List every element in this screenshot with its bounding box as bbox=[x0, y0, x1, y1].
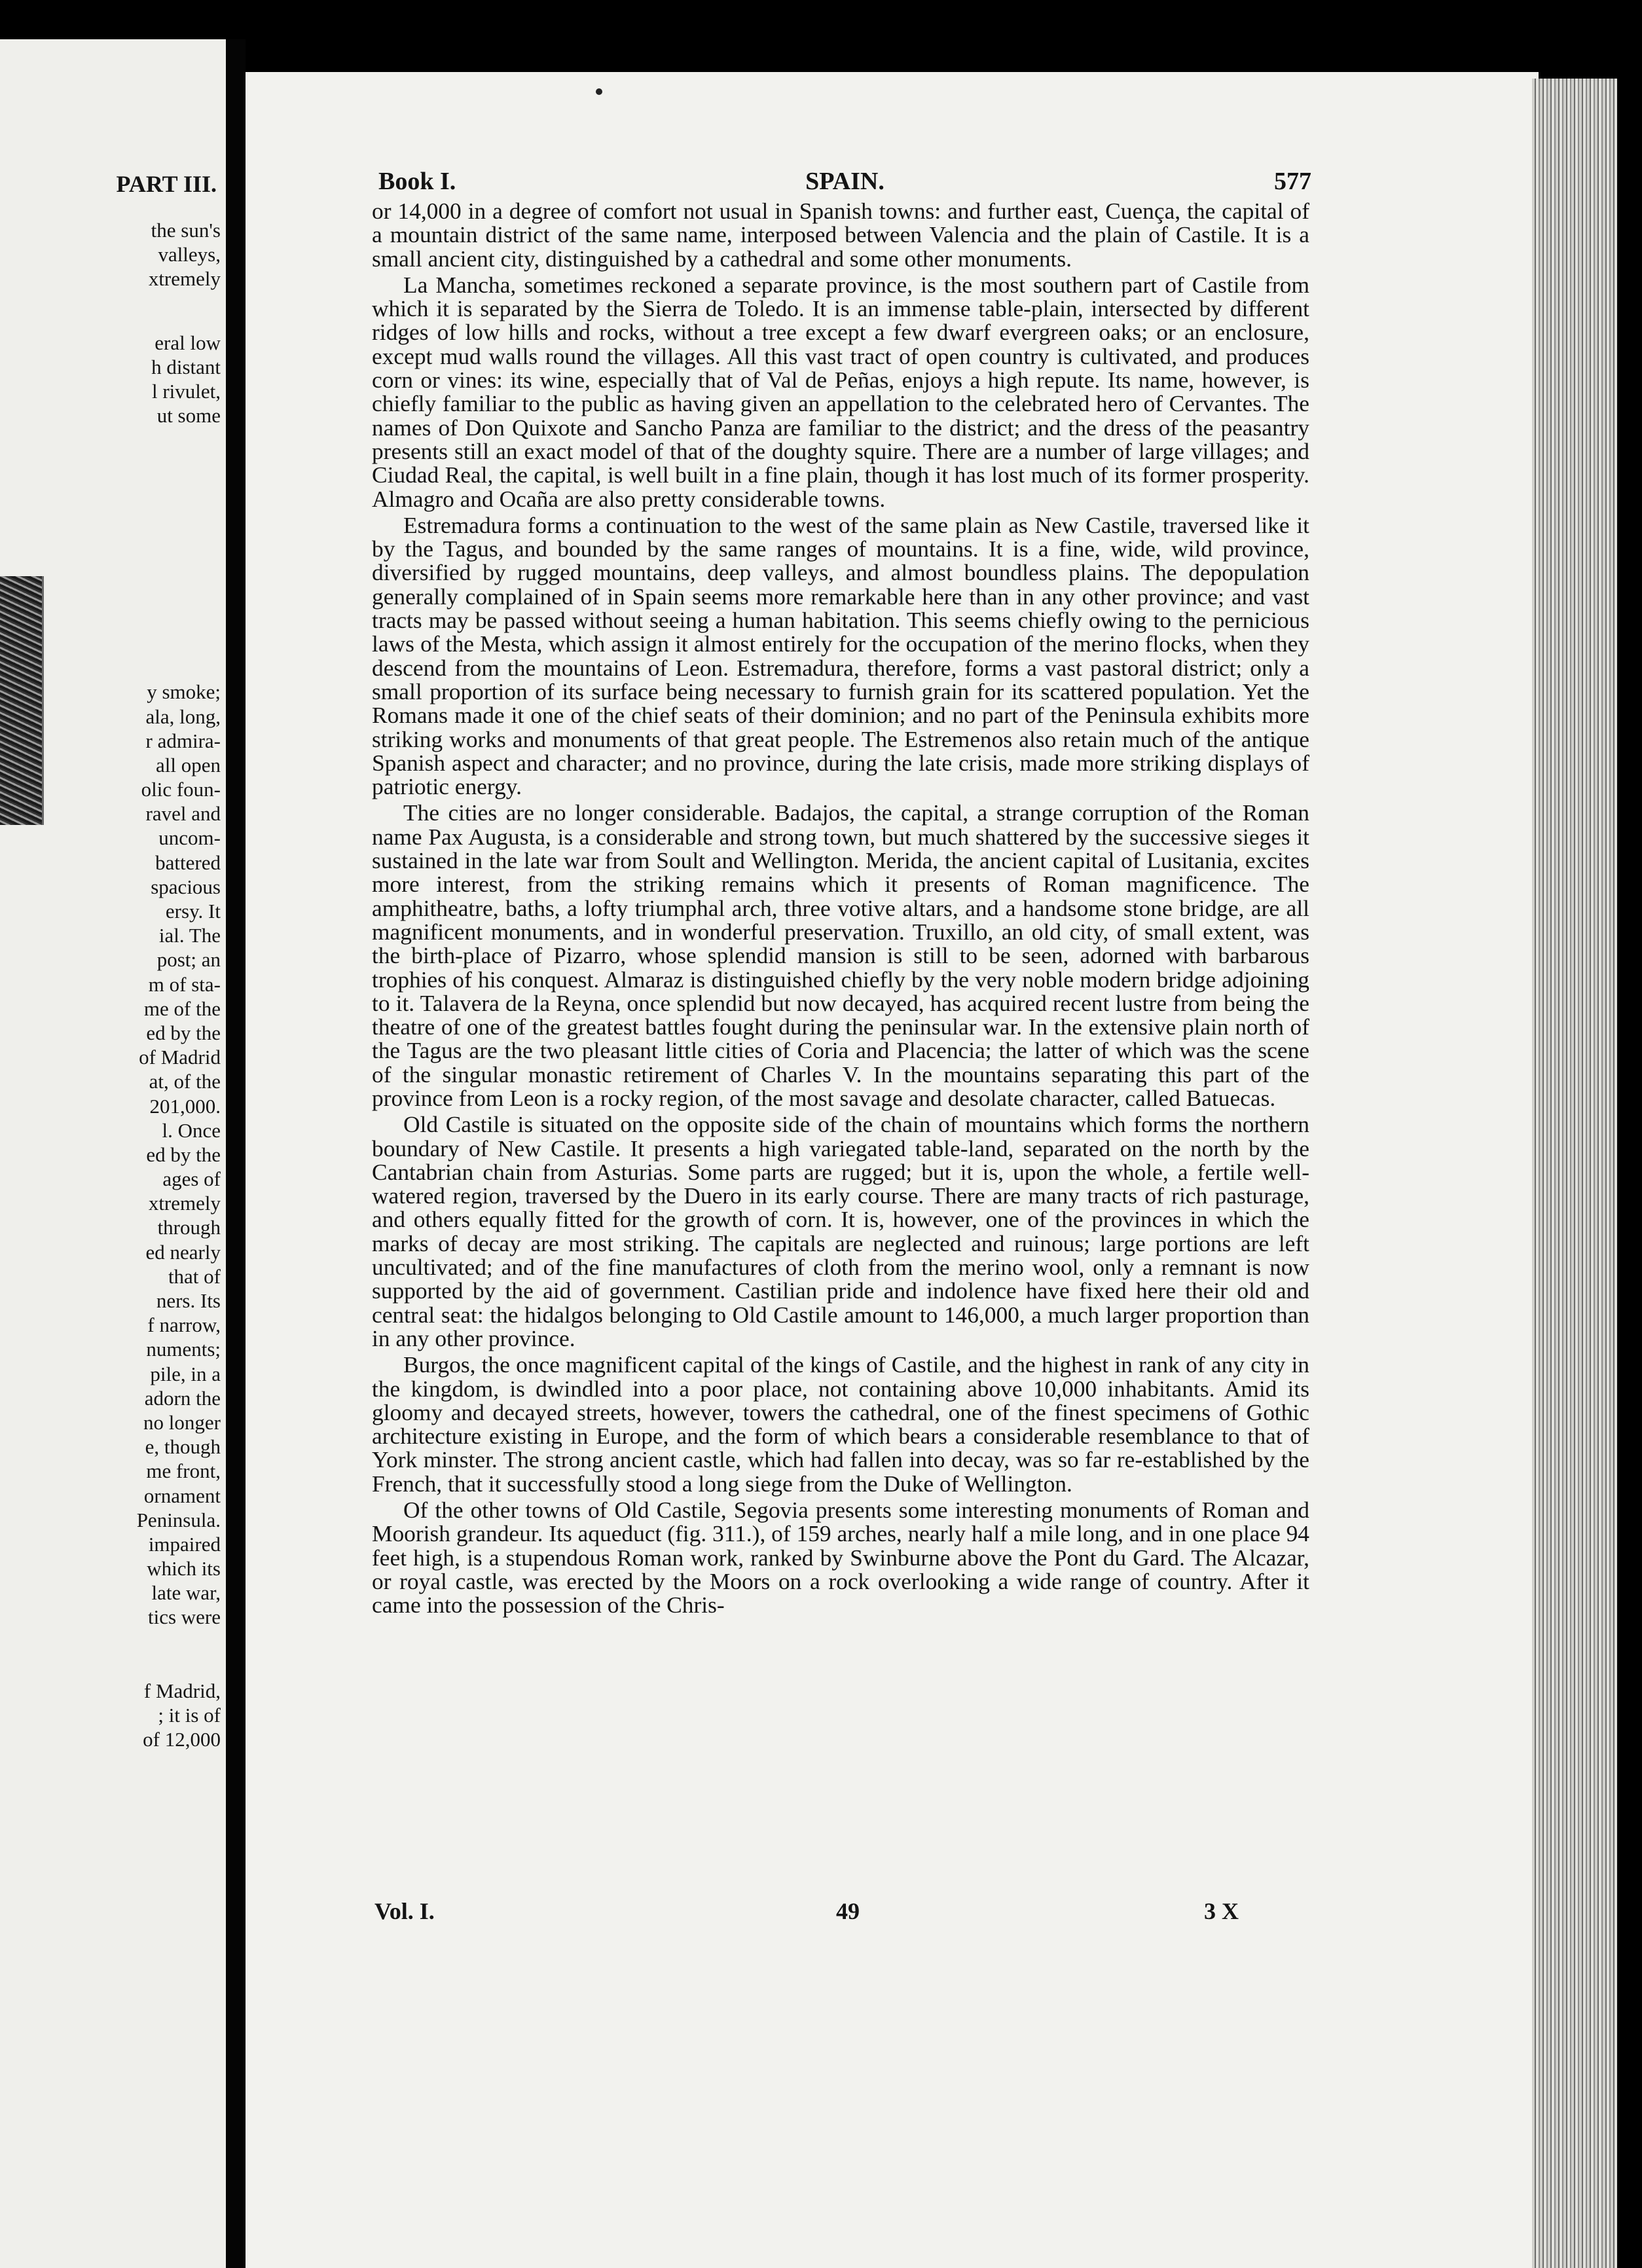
left-page-line: me front, bbox=[146, 1459, 221, 1483]
left-text-block-d bbox=[1, 1679, 221, 1752]
left-page-line: olic foun- bbox=[141, 778, 221, 801]
left-page-line: all open bbox=[156, 753, 221, 777]
left-page-line: the sun's bbox=[151, 219, 221, 242]
header-page-number: 577 bbox=[1274, 168, 1311, 195]
left-page-line: ravel and bbox=[145, 802, 221, 826]
left-page-line: ed by the bbox=[146, 1021, 221, 1044]
left-page-line: ed by the bbox=[146, 1143, 221, 1166]
left-page-line: through bbox=[157, 1216, 221, 1239]
left-page-line: ornament bbox=[143, 1484, 221, 1507]
left-page-line: f narrow, bbox=[147, 1313, 221, 1337]
left-page-line: battered bbox=[155, 850, 221, 874]
paragraph: Burgos, the once magnificent capital of the kings of Castile, and the highest in rank of any city in the kingdom, is dwindled into a poor place, not containing above 10,000 inhabitants. Amid its gloomy and decayed streets, however, towers the cathedral, one of the finest specimens of Gothic architecture existing in Europe, and the form of which bears a considerable resemblance to that of York minster. The strong ancient castle, which had fallen into decay, was so far re-established by the French, that it successfully stood a long siege from the Duke of Wellington. bbox=[372, 1351, 1309, 1497]
left-page-line: spacious bbox=[151, 875, 221, 898]
left-page-line: which its bbox=[147, 1557, 221, 1581]
left-page-line: ut some bbox=[156, 404, 221, 428]
left-page-line: ed nearly bbox=[145, 1240, 221, 1264]
paragraph: The cities are no longer considerable. Badajos, the capital, a strange corruption of the Roman name Pax Augusta, is a considerable and strong town, but much shattered by the successive sieges it sustained in the late war from Soult and Wellington. Merida, the ancient capital of Lusitania, excites more interest, from the striking remains which it presents of Roman magnificence. The amphitheatre, baths, a lofty triumphal arch, three votive altars, and a handsome stone bridge, are all magnificent monuments, and in wonderful preservation. Truxillo, an old city, of small extent, was the birth-place of Pizarro, whose splendid mansion is still to be seen, adorned with barbarous trophies of his conquest. Almaraz is distinguished chiefly by the very noble modern bridge adjoining to it. Talavera de la Reyna, once splendid but now decayed, has acquired recent lustre from being the theatre of one of the greatest battles fought during the peninsular war. In the extensive plain north of the Tagus are the two pleasant little cities of Coria and Placencia; the latter of which was the scene of the singular monastic retirement of Charles V. In the mountains separating this part of the province from Leon is a rocky region, of the most savage and desolate character, called Batuecas. bbox=[372, 799, 1309, 1111]
left-page-text bbox=[1, 171, 221, 1751]
left-page-line: xtremely bbox=[148, 1192, 221, 1215]
left-text-block-c bbox=[1, 680, 221, 1629]
left-page-line: adorn the bbox=[144, 1386, 221, 1410]
header-book: Book I. bbox=[378, 168, 456, 195]
left-page-line: e, though bbox=[145, 1435, 221, 1459]
page-edges bbox=[1532, 79, 1617, 2268]
left-page-line: of 12,000 bbox=[143, 1728, 221, 1751]
page-footer bbox=[374, 1897, 1239, 1930]
paragraph: La Mancha, sometimes reckoned a separate province, is the most southern part of Castile from which it is separated by the Sierra de Toledo. It is an immense table-plain, intersected by different ridges of low hills and rocks, without a tree except a few dwarf evergreen oaks; or an enclosure, except mud walls round the villages. All this vast tract of open country is cultivated, and produces corn or vines: its wine, especially that of Val de Peñas, enjoys a high repute. Its name, however, is chiefly familiar to the public as having given an appellation to the celebrated hero of Cervantes. The names of Don Quixote and Sancho Panza are familiar to the district; and the dress of the peasantry presents still an exact model of that of the doughty squire. There are a number of large villages; and Ciudad Real, the capital, is well built in a fine plain, though it has lost much of its former prosperity. Almagro and Ocaña are also pretty considerable towns. bbox=[372, 271, 1309, 512]
left-page-line: numents; bbox=[146, 1338, 221, 1361]
body-text bbox=[372, 199, 1309, 1620]
left-page-line: 201,000. bbox=[149, 1094, 221, 1118]
left-page-line: y smoke; bbox=[147, 680, 221, 704]
left-text-block-b bbox=[1, 331, 221, 428]
left-page-line: pile, in a bbox=[150, 1362, 221, 1385]
footer-volume: Vol. I. bbox=[374, 1898, 435, 1924]
footer-number: 49 bbox=[836, 1898, 860, 1924]
left-page-line: valleys, bbox=[158, 243, 221, 266]
left-page-line: ages of bbox=[162, 1167, 221, 1191]
paragraph: or 14,000 in a degree of comfort not usual in Spanish towns: and further east, Cuença, the capital of a mountain district of the same name, interposed between Valencia and the plain of Castile. It is a small ancient city, distinguished by a cathedral and some other monuments. bbox=[372, 198, 1309, 272]
left-page-line: that of bbox=[168, 1264, 221, 1288]
left-page-line: late war, bbox=[151, 1581, 221, 1605]
left-page-line: ners. Its bbox=[156, 1289, 221, 1312]
left-page-line: l rivulet, bbox=[151, 379, 221, 403]
running-header bbox=[378, 167, 1311, 200]
left-page-line: m of sta- bbox=[148, 972, 221, 996]
book-gutter bbox=[226, 39, 246, 2268]
left-page-line: Peninsula. bbox=[136, 1508, 221, 1531]
left-page-line: l. Once bbox=[162, 1118, 221, 1142]
left-page-line: at, of the bbox=[149, 1070, 221, 1093]
footer-signature: 3 X bbox=[1204, 1898, 1239, 1924]
left-page-line: eral low bbox=[155, 331, 221, 354]
paragraph: Old Castile is situated on the opposite side of the chain of mountains which forms the northern boundary of New Castile. It presents a high variegated table-land, separated on the north by the Cantabrian chain from Asturias. Some parts are rugged; but it is, upon the whole, a fertile well-watered region, traversed by the Duero in its early course. There are many tracts of rich pasturage, and others equally fitted for the growth of corn. It is, however, one of the provinces in which the marks of decay are most striking. The capitals are neglected and ruinous; large portions are left uncultivated; and of the fine manufactures of cloth from the merino wool, only a remnant is now supported by the aid of government. Castilian pride and indolence have fixed here their old and central seat: the hidalgos belonging to Old Castile amount to 146,000, a much larger proportion than in any other province. bbox=[372, 1111, 1309, 1351]
ink-dot bbox=[596, 88, 602, 95]
left-page-line: me of the bbox=[143, 997, 221, 1020]
left-page-line: ala, long, bbox=[145, 704, 221, 728]
header-title: SPAIN. bbox=[805, 168, 885, 195]
left-page-line: r admira- bbox=[145, 729, 221, 752]
left-page-line: ; it is of bbox=[158, 1703, 221, 1727]
paragraph: Of the other towns of Old Castile, Segovia presents some interesting monuments of Roman and Moorish grandeur. Its aqueduct (fig. 311.), of 159 arches, nearly half a mile long, and in one place 94 feet high, is a stupendous Roman work, ranked by Swinburne above the Pont du Gard. The Alcazar, or royal castle, was erected by the Moors on a rock overlooking a wide range of country. After it came into the possession of the Chris- bbox=[372, 1497, 1309, 1619]
left-page-line: ial. The bbox=[158, 924, 221, 947]
paragraph: Estremadura forms a continuation to the west of the same plain as New Castile, traversed like it by the Tagus, and bounded by the same ranges of mountains. It is a fine, wide, wild province, diversified by rugged mountains, deep valleys, and almost boundless plains. The depopulation generally complained of in Spain seems more remarkable here than in any other province; and vast tracts may be passed without seeing a human habitation. This seems chiefly owing to the pernicious laws of the Mesta, which assign it almost entirely for the occupation of the merino flocks, when they descend from the mountains of Leon. Estremadura, therefore, forms a vast pastoral district; only a small proportion of its surface being necessary to furnish grain for its scattered population. Yet the Romans made it one of the chief seats of their dominion; and no part of the Peninsula exhibits more striking works and monuments of that great people. The Estremenos also retain much of the antique Spanish aspect and character; and no province, during the late crisis, made more striking displays of patriotic energy. bbox=[372, 511, 1309, 800]
left-page-line: ersy. It bbox=[165, 900, 221, 923]
left-page-line: uncom- bbox=[158, 826, 221, 850]
left-page-line: xtremely bbox=[148, 267, 221, 291]
left-text-block-a bbox=[1, 218, 221, 291]
left-page-line: no longer bbox=[143, 1410, 221, 1434]
left-page-line: h distant bbox=[151, 355, 221, 378]
left-page-line: impaired bbox=[148, 1532, 221, 1556]
left-page-line: tics were bbox=[147, 1605, 221, 1629]
left-page-fragment bbox=[0, 39, 226, 2268]
left-page-line: f Madrid, bbox=[143, 1679, 221, 1702]
left-page-header: PART III. bbox=[116, 171, 217, 197]
left-page-line: of Madrid bbox=[139, 1046, 221, 1069]
left-page-line: post; an bbox=[156, 948, 221, 972]
